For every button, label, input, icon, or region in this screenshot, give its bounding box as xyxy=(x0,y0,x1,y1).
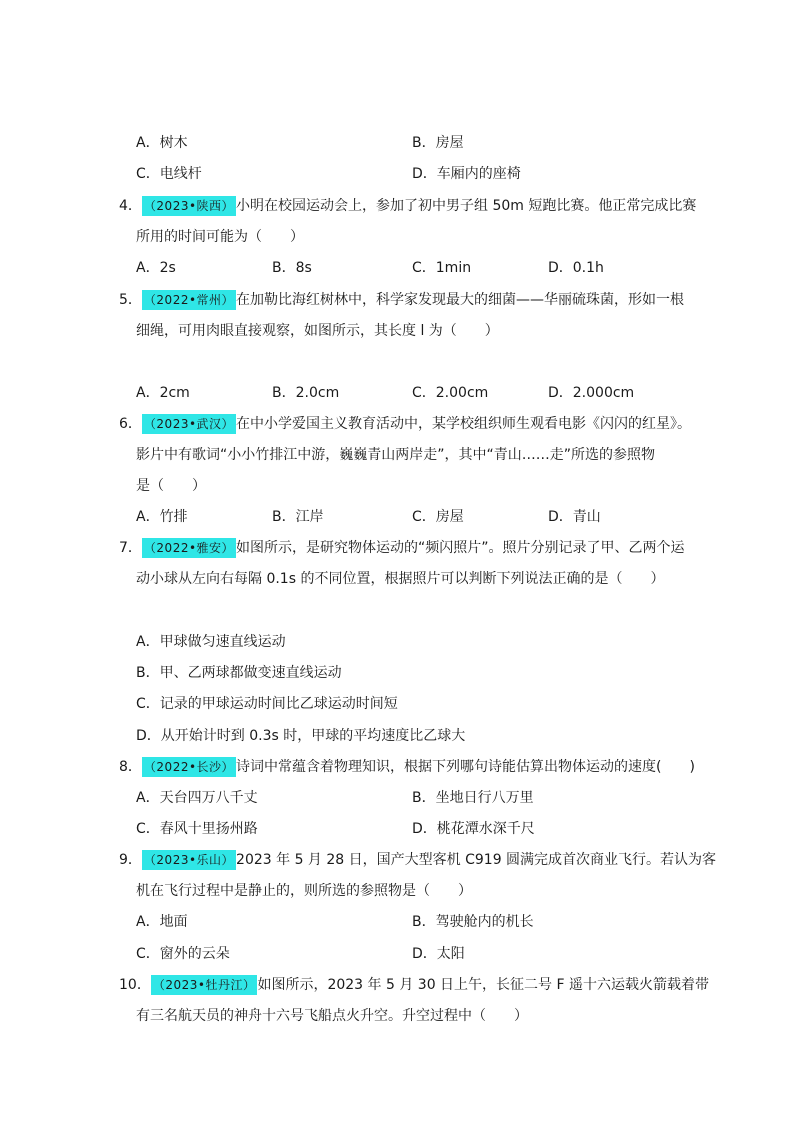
q8-option-c: C．春风十里扬州路 xyxy=(136,821,258,837)
question-number: 8． xyxy=(119,759,142,775)
q4-option-a: A．2s xyxy=(136,260,176,276)
q5-option-c: C．2.00cm xyxy=(412,385,489,401)
question-number: 6． xyxy=(119,416,142,432)
q3-option-d: D．车厢内的座椅 xyxy=(412,166,521,182)
question-10-line2: 有三名航天员的神舟十六号飞船点火升空。升空过程中（ ） xyxy=(136,1008,528,1024)
source-tag: （2022•长沙） xyxy=(142,757,236,777)
q7-option-b: B．甲、乙两球都做变速直线运动 xyxy=(136,665,342,681)
q5-option-b: B．2.0cm xyxy=(272,385,340,401)
question-text: 在中小学爱国主义教育活动中，某学校组织师生观看电影《闪闪的红星》。 xyxy=(236,416,692,432)
q8-option-d: D．桃花潭水深千尺 xyxy=(412,821,535,837)
question-number: 10． xyxy=(119,977,151,993)
question-5-line2: 细绳，可用肉眼直接观察，如图所示，其长度 l 为（ ） xyxy=(136,323,499,339)
question-text: 如图所示，2023 年 5 月 30 日上午，长征二号 F 遥十六运载火箭载着带 xyxy=(257,977,710,993)
q8-option-b: B．坐地日行八万里 xyxy=(412,790,534,806)
q6-option-b: B．江岸 xyxy=(272,509,324,525)
q6-option-a: A．竹排 xyxy=(136,509,188,525)
question-9-line2: 机在飞行过程中是静止的，则所选的参照物是（ ） xyxy=(136,883,472,899)
q7-option-a: A．甲球做匀速直线运动 xyxy=(136,634,286,650)
q9-option-b: B．驾驶舱内的机长 xyxy=(412,914,534,930)
source-tag: （2023•武汉） xyxy=(142,414,236,434)
source-tag: （2022•雅安） xyxy=(142,538,236,558)
q5-option-a: A．2cm xyxy=(136,385,190,401)
q3-option-b: B．房屋 xyxy=(412,135,464,151)
source-tag: （2023•陕西） xyxy=(142,196,236,216)
q3-option-a: A．树木 xyxy=(136,135,188,151)
q8-option-a: A．天台四万八千丈 xyxy=(136,790,258,806)
question-number: 9． xyxy=(119,852,142,868)
question-8-stem xyxy=(119,757,695,777)
question-5-stem xyxy=(119,290,684,310)
source-tag: （2023•乐山） xyxy=(142,850,236,870)
question-number: 7． xyxy=(119,540,142,556)
question-number: 4． xyxy=(119,198,142,214)
q4-option-c: C．1min xyxy=(412,260,472,276)
question-9-stem xyxy=(119,850,716,870)
source-tag: （2022•常州） xyxy=(142,290,236,310)
q5-option-d: D．2.000cm xyxy=(548,385,635,401)
q7-option-d: D．从开始计时到 0.3s 时，甲球的平均速度比乙球大 xyxy=(136,728,466,744)
question-6-line2: 影片中有歌词“小小竹排江中游，巍巍青山两岸走”，其中“青山……走”所选的参照物 xyxy=(136,447,656,463)
question-text: 如图所示，是研究物体运动的“频闪照片”。照片分别记录了甲、乙两个运 xyxy=(236,540,685,556)
question-6-line3: 是（ ） xyxy=(136,478,206,494)
question-7-stem xyxy=(119,538,685,558)
question-text: 诗词中常蕴含着物理知识，根据下列哪句诗能估算出物体运动的速度( ) xyxy=(236,759,695,775)
question-10-stem xyxy=(119,975,709,995)
question-6-stem xyxy=(119,414,691,434)
q3-option-c: C．电线杆 xyxy=(136,166,202,182)
q9-option-c: C．窗外的云朵 xyxy=(136,946,230,962)
q9-option-a: A．地面 xyxy=(136,914,188,930)
question-number: 5． xyxy=(119,292,142,308)
q4-option-b: B．8s xyxy=(272,260,312,276)
source-tag: （2023•牡丹江） xyxy=(151,975,258,995)
question-7-line2: 动小球从左向右每隔 0.1s 的不同位置，根据照片可以判断下列说法正确的是（ ） xyxy=(136,571,665,587)
question-4-line2: 所用的时间可能为（ ） xyxy=(136,229,304,245)
q9-option-d: D．太阳 xyxy=(412,946,465,962)
question-text: 2023 年 5 月 28 日，国产大型客机 C919 圆满完成首次商业飞行。若认为客 xyxy=(236,852,717,868)
q7-option-c: C．记录的甲球运动时间比乙球运动时间短 xyxy=(136,696,398,712)
q4-option-d: D．0.1h xyxy=(548,260,604,276)
q6-option-d: D．青山 xyxy=(548,509,601,525)
question-4-stem xyxy=(119,196,696,216)
question-text: 在加勒比海红树林中，科学家发现最大的细菌——华丽硫珠菌，形如一根 xyxy=(236,292,685,308)
question-text: 小明在校园运动会上，参加了初中男子组 50m 短跑比赛。他正常完成比赛 xyxy=(236,198,697,214)
q6-option-c: C．房屋 xyxy=(412,509,464,525)
